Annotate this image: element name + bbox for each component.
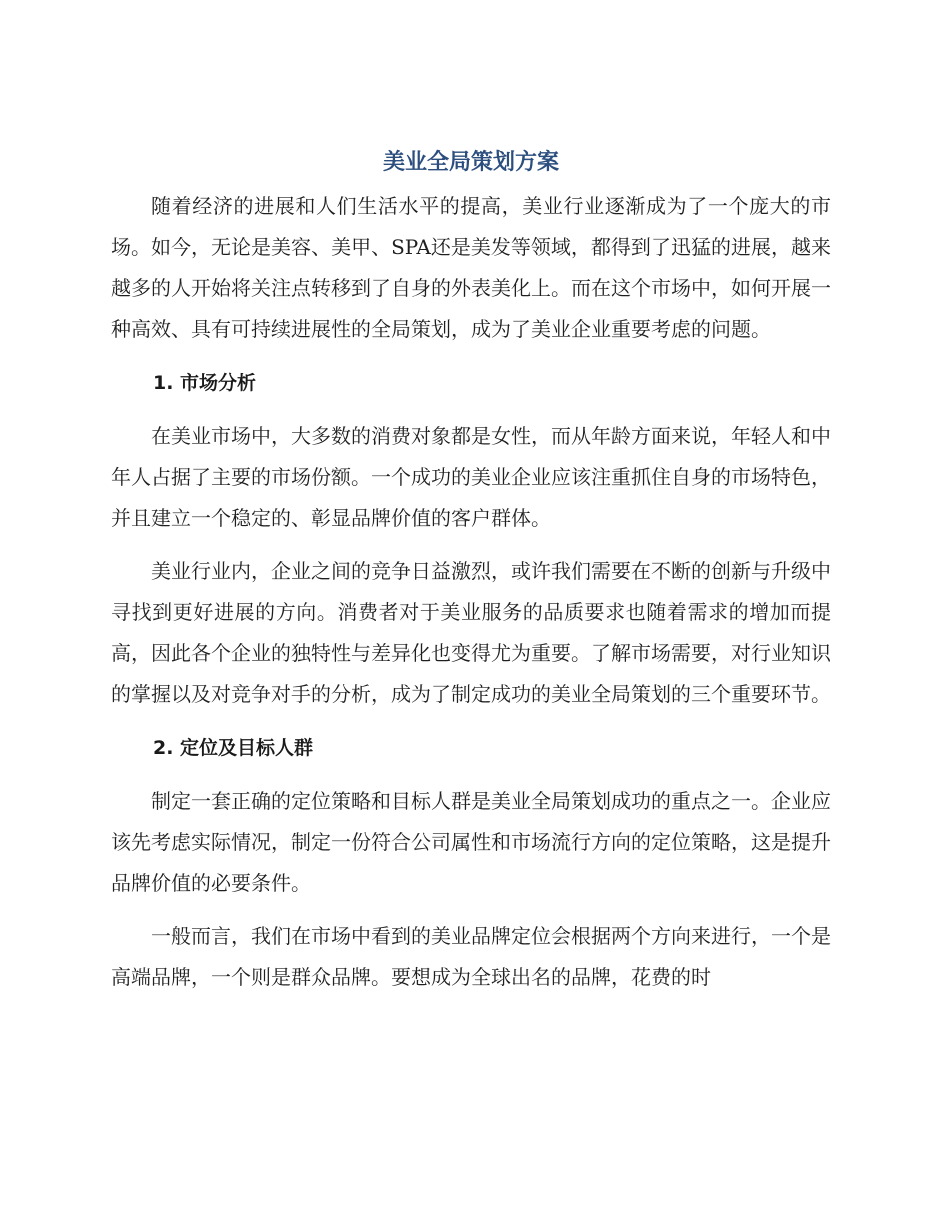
intro-paragraph: 随着经济的进展和人们生活水平的提高，美业行业逐渐成为了一个庞大的市场。如今，无论是美容、美甲、SPA还是美发等领域，都得到了迅猛的进展，越来越多的人开始将关注点转移到了自身的外表美化上。而在这个市场中，如何开展一种高效、具有可持续进展性的全局策划，成为了美业企业重要考虑的问题。	[111, 194, 831, 341]
document-title: 美业全局策划方案	[382, 150, 559, 175]
market-analysis-paragraph-1: 在美业市场中，大多数的消费对象都是女性，而从年龄方面来说，年轻人和中年人占据了主要的市场份额。一个成功的美业企业应该注重抓住自身的市场特色，并且建立一个稳定的、彰显品牌价值的客户群体。	[111, 424, 831, 530]
market-analysis-paragraph-2: 美业行业内，企业之间的竞争日益激烈，或许我们需要在不断的创新与升级中寻找到更好进展的方向。消费者对于美业服务的品质要求也随着需求的增加而提高，因此各个企业的独特性与差异化也变得尤为重要。了解市场需要，对行业知识的掌握以及对竞争对手的分析，成为了制定成功的美业全局策划的三个重要环节。	[111, 559, 831, 706]
section-heading-market-analysis: 1. 市场分析	[153, 372, 257, 394]
document-body	[111, 140, 831, 998]
positioning-paragraph-1: 制定一套正确的定位策略和目标人群是美业全局策划成功的重点之一。企业应该先考虑实际情况，制定一份符合公司属性和市场流行方向的定位策略，这是提升品牌价值的必要条件。	[111, 789, 831, 895]
positioning-paragraph-2: 一般而言，我们在市场中看到的美业品牌定位会根据两个方向来进行，一个是高端品牌，一个则是群众品牌。要想成为全球出名的品牌，花费的时	[111, 924, 831, 989]
section-heading-positioning: 2. 定位及目标人群	[153, 737, 314, 759]
